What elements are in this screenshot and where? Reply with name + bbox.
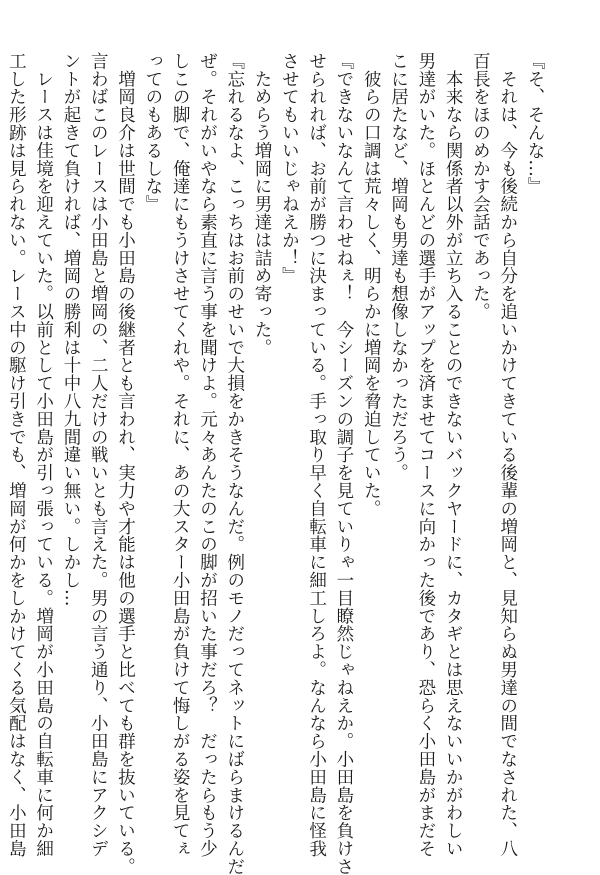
text-line: せられれば、お前が勝つに決まっている。手っ取り早く自転車に細工しろよ。なんなら小田島に怪我 bbox=[306, 52, 327, 858]
text-line: ためらう増岡に男達は詰め寄った。 bbox=[252, 52, 273, 357]
text-line: 『忘れるなよ、こっちはお前のせいで大損をかきそうなんだ。例のモノだってネットにばらまけるんだ bbox=[224, 52, 245, 875]
text-line: こに居たなど、増岡も男達も想像しなかっただろう。 bbox=[388, 52, 409, 482]
text-line: 言わばこのレースは小田島と増岡の、二人だけの戦いとも言えた。男の言う通り、小田島にアクシデ bbox=[88, 52, 109, 858]
text-line: 百長をほのめかす会話であった。 bbox=[470, 52, 491, 321]
text-line: ってのもあるしな』 bbox=[142, 52, 163, 214]
text-line: 『できないなんて言わせねぇ！ 今シーズンの調子を見ていりゃ一目瞭然じゃねえか。小田島を負けさ bbox=[333, 52, 354, 875]
text-line: 『そ、そんな…』 bbox=[525, 52, 545, 196]
text-line: 増岡良介は世間でも小田島の後継者とも言われ、実力や才能は他の選手と比べても群を抜いている。 bbox=[115, 52, 136, 875]
text-line: しこの脚で、俺達にもうけさせてくれや。それに、あの大スター小田島が負けて悔しがる姿を見てぇ bbox=[170, 52, 191, 858]
text-line: させてもいいじゃねえか！』 bbox=[279, 52, 300, 285]
text-line: 工した形跡は見られない。レース中の駆け引きでも、増岡が何かをしかけてくる気配はなく、小田島 bbox=[6, 52, 27, 858]
text-line: それは、今も後続から自分を追いかけてきている後輩の増岡と、見知らぬ男達の間でなされた、八 bbox=[497, 52, 518, 858]
text-line: 本来なら関係者以外が立ち入ることのできないバックヤードに、カタギとは思えないいかがわしい bbox=[443, 52, 464, 858]
text-line: ぜ。それがいやなら素直に言う事を聞けよ。元々あんたのこの脚が招いた事だろ？ だったらもう少 bbox=[197, 52, 218, 858]
text-line: 男達がいた。ほとんどの選手がアップを済ませてコースに向かった後であり、恐らく小田島がまだそ bbox=[415, 52, 436, 858]
text-line: 彼らの口調は荒々しく、明らかに増岡を脅迫していた。 bbox=[361, 52, 382, 518]
text-line: ントが起きて負ければ、増岡の勝利は十中八九間違い無い。しかし… bbox=[60, 52, 81, 607]
text-line: レースは佳境を迎えていた。以前として小田島が引っ張っている。増岡が小田島の自転車に何か細 bbox=[33, 52, 54, 858]
vertical-text-body bbox=[6, 52, 548, 875]
